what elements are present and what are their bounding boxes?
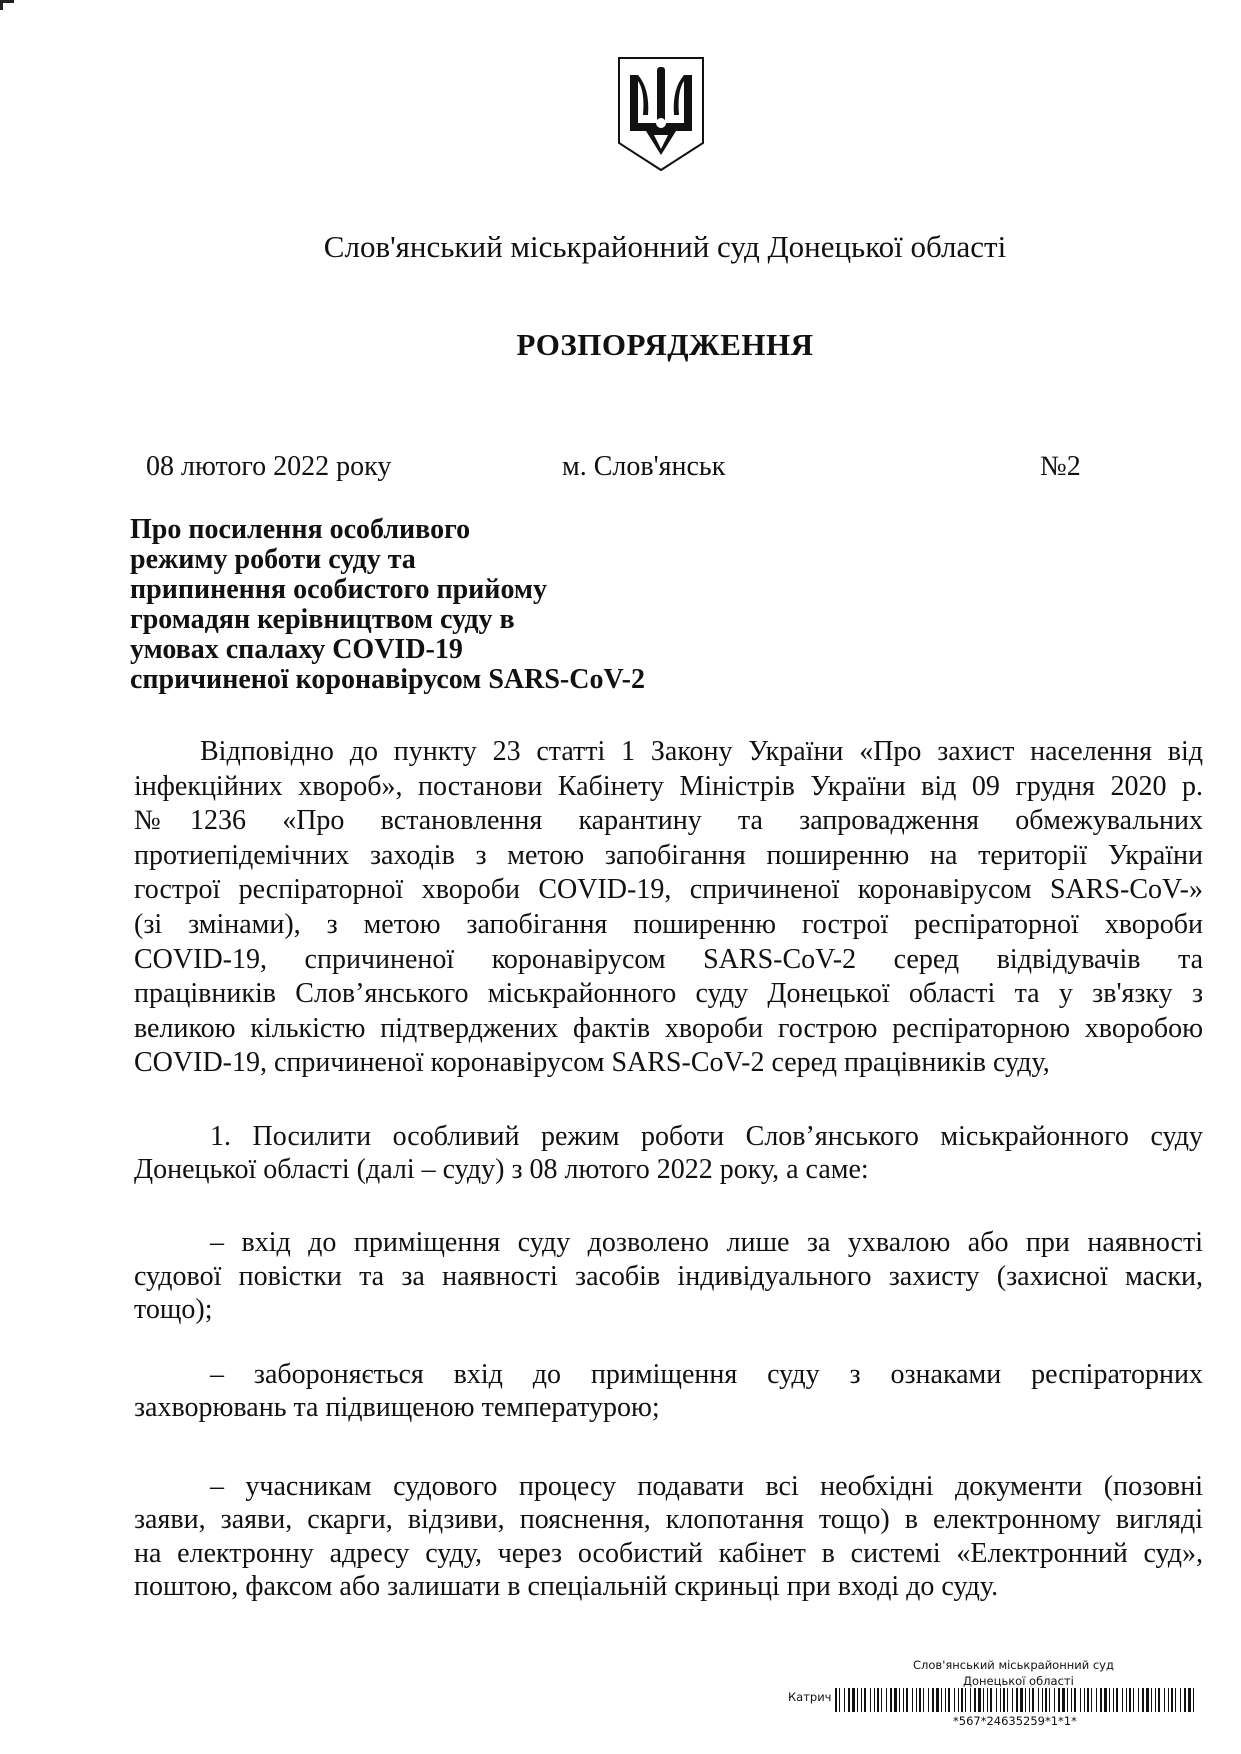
barcode-bar [1104, 1688, 1107, 1712]
barcode-bar [857, 1688, 858, 1712]
barcode-bar [844, 1688, 845, 1712]
document-place: м. Слов'янськ [562, 451, 726, 482]
barcode-bar [874, 1688, 875, 1712]
bullet1-line: судової повістки та за наявності засобів індивідуального захисту (захисної маски, [134, 1260, 1203, 1292]
barcode-bar [912, 1688, 913, 1712]
barcode-bar [835, 1688, 837, 1712]
barcode-bar [916, 1688, 917, 1712]
barcode-bar [970, 1688, 971, 1712]
bullet1-line: тощо); [134, 1294, 213, 1325]
preamble-line: великою кількістю підтверджених фактів хвороби гострою респіраторною хворобою [134, 1012, 1203, 1044]
preamble-line: COVID-19, спричиненої коронавірусом SARS-CoV-2 серед відвідувачів та [134, 943, 1203, 975]
bullet3-line: на електронну адресу суду, через особистий кабінет в системі «Електронний суд», [134, 1537, 1203, 1569]
preamble-line: (зі змінами), з метою запобігання поширенню гострої респіраторної хвороби [134, 909, 1203, 940]
barcode-bar [1084, 1688, 1085, 1712]
barcode-bar [932, 1688, 934, 1712]
barcode-bar [890, 1688, 892, 1712]
barcode-bar [1003, 1688, 1005, 1712]
barcode-bar [877, 1688, 879, 1712]
title-block-line: умовах спалаху COVID-19 [130, 634, 463, 665]
barcode-bar [1032, 1688, 1034, 1712]
barcode-bar [1045, 1688, 1047, 1712]
preamble-line: працівників Слов’янського міськрайонного суду Донецької області та у зв'язку з [134, 978, 1203, 1010]
barcode-bar [923, 1688, 924, 1712]
barcode-bar [1025, 1688, 1026, 1712]
preamble-line: COVID-19, спричиненої коронавірусом SARS-CoV-2 серед працівників суду, [134, 1047, 1050, 1079]
barcode-bar [1142, 1688, 1144, 1712]
barcode [835, 1688, 1201, 1712]
barcode-bar [1049, 1688, 1050, 1712]
barcode-bar [948, 1688, 950, 1712]
title-block-line: Про посилення особливого [130, 514, 471, 545]
barcode-bar [1087, 1688, 1089, 1712]
barcode-bar [1007, 1688, 1008, 1712]
preamble-line: №1236 «Про встановлення карантину та запровадження обмежувальних [134, 805, 1203, 837]
title-block-line: режиму роботи суду та [130, 544, 416, 575]
barcode-bar [1168, 1688, 1169, 1712]
barcode-bar [1038, 1688, 1039, 1712]
barcode-bar [1029, 1688, 1030, 1712]
barcode-bar [987, 1688, 988, 1712]
title-block-line: спричиненої коронавірусом SARS-CoV-2 [130, 664, 645, 695]
barcode-bar [881, 1688, 882, 1712]
barcode-bar [1164, 1688, 1165, 1712]
barcode-bar [906, 1688, 908, 1712]
title-block-line: припинення особистого прийому [130, 574, 547, 605]
barcode-bar [1042, 1688, 1043, 1712]
barcode-bar [1074, 1688, 1076, 1712]
barcode-bar [928, 1688, 929, 1712]
barcode-bar [1151, 1688, 1152, 1712]
barcode-bar [903, 1688, 904, 1712]
barcode-bar [1126, 1688, 1127, 1712]
barcode-bar [941, 1688, 942, 1712]
barcode-bar [839, 1688, 840, 1712]
barcode-bar [1133, 1688, 1134, 1712]
barcode-bar [886, 1688, 887, 1712]
preamble-line: Відповідно до пункту 23 статті 1 Закону України «Про захист населення від [200, 736, 1203, 767]
barcode-bar [996, 1688, 997, 1712]
stamp-org-line2: Донецької області [963, 1674, 1074, 1688]
barcode-bar [848, 1688, 850, 1712]
barcode-bar [954, 1688, 955, 1712]
bullet3-line: поштою, факсом або залишати в спеціальній скриньці при вході до суду. [134, 1570, 999, 1602]
barcode-bar [1175, 1688, 1176, 1712]
barcode-bar [899, 1688, 900, 1712]
barcode-bar [1058, 1688, 1060, 1712]
barcode-bar [1091, 1688, 1092, 1712]
barcode-bar [870, 1688, 871, 1712]
barcode-bar [1184, 1688, 1186, 1712]
barcode-bar [1020, 1688, 1023, 1712]
barcode-bar [1180, 1688, 1181, 1712]
barcode-number: *567*24635259*1*1* [953, 1714, 1077, 1728]
barcode-bar [983, 1688, 984, 1712]
item1-line: 1. Посилити особливий режим роботи Слов’янського міськрайонного суду [210, 1121, 1203, 1152]
title-block-line: громадян керівництвом суду в [130, 604, 515, 635]
barcode-bar [1062, 1688, 1065, 1712]
barcode-bar [1100, 1688, 1102, 1712]
bullet3-line: – учасникам судового процесу подавати всі необхідні документи (позовні [210, 1471, 1203, 1502]
barcode-bar [1054, 1688, 1055, 1712]
preamble-line: інфекційних хвороб», постанови Кабінету Міністрів України від 09 грудня 2020 р. [134, 770, 1203, 802]
barcode-bar [961, 1688, 963, 1712]
barcode-bar [864, 1688, 866, 1712]
bullet2-line: захворювань та підвищеною температурою; [134, 1392, 660, 1423]
barcode-bar [936, 1688, 939, 1712]
document-date: 08 лютого 2022 року [146, 451, 392, 482]
bullet3-line: заяви, заяви, скарги, відзиви, пояснення, клопотання тощо) в електронному вигляді [134, 1504, 1203, 1536]
barcode-bar [1188, 1688, 1191, 1712]
barcode-bar [861, 1688, 862, 1712]
barcode-bar [1116, 1688, 1118, 1712]
barcode-bar [1071, 1688, 1072, 1712]
bullet1-line: – вхід до приміщення суду дозволено лише за ухвалою або при наявності [210, 1227, 1203, 1258]
item1-line: Донецької області (далі – суду) з 08 лютого 2022 року, а саме: [134, 1154, 869, 1185]
barcode-bar [990, 1688, 992, 1712]
barcode-bar [1012, 1688, 1013, 1712]
barcode-bar [852, 1688, 855, 1712]
barcode-bar [1122, 1688, 1123, 1712]
preamble-line: протиепідемічних заходів з метою запобігання поширенню на території України [134, 839, 1203, 871]
barcode-bar [974, 1688, 976, 1712]
stamp-org-line1: Слов'янський міськрайонний суд [913, 1658, 1114, 1672]
barcode-bar [1171, 1688, 1173, 1712]
barcode-bar [1138, 1688, 1139, 1712]
barcode-bar [978, 1688, 981, 1712]
barcode-bar [919, 1688, 921, 1712]
barcode-bar [965, 1688, 966, 1712]
barcode-bar [894, 1688, 897, 1712]
barcode-bar [1129, 1688, 1131, 1712]
preamble-line: гострої респіраторної хвороби COVID-19, спричиненої коронавірусом SARS-CoV-» [134, 874, 1203, 906]
ukraine-emblem-icon [616, 55, 706, 173]
document-number: №2 [1040, 451, 1081, 482]
barcode-bar [958, 1688, 959, 1712]
barcode-bar [1096, 1688, 1097, 1712]
scan-corner-mark [0, 0, 3, 10]
barcode-bar [1016, 1688, 1018, 1712]
barcode-bar [1158, 1688, 1160, 1712]
barcode-bar [1146, 1688, 1149, 1712]
court-name: Слов'янський міськрайонний суд Донецької області [323, 229, 1007, 264]
document-type-heading: РОЗПОРЯДЖЕННЯ [516, 327, 814, 362]
barcode-bar [1080, 1688, 1081, 1712]
barcode-bar [1109, 1688, 1110, 1712]
barcode-bar [1193, 1688, 1194, 1712]
barcode-bar [1067, 1688, 1068, 1712]
barcode-bar [945, 1688, 946, 1712]
barcode-bar [1155, 1688, 1156, 1712]
barcode-bar [1000, 1688, 1001, 1712]
bullet2-line: – забороняється вхід до приміщення суду з ознаками респіраторних [210, 1359, 1203, 1390]
barcode-bar [1113, 1688, 1114, 1712]
stamp-clerk-name: Катрич [788, 1690, 832, 1704]
